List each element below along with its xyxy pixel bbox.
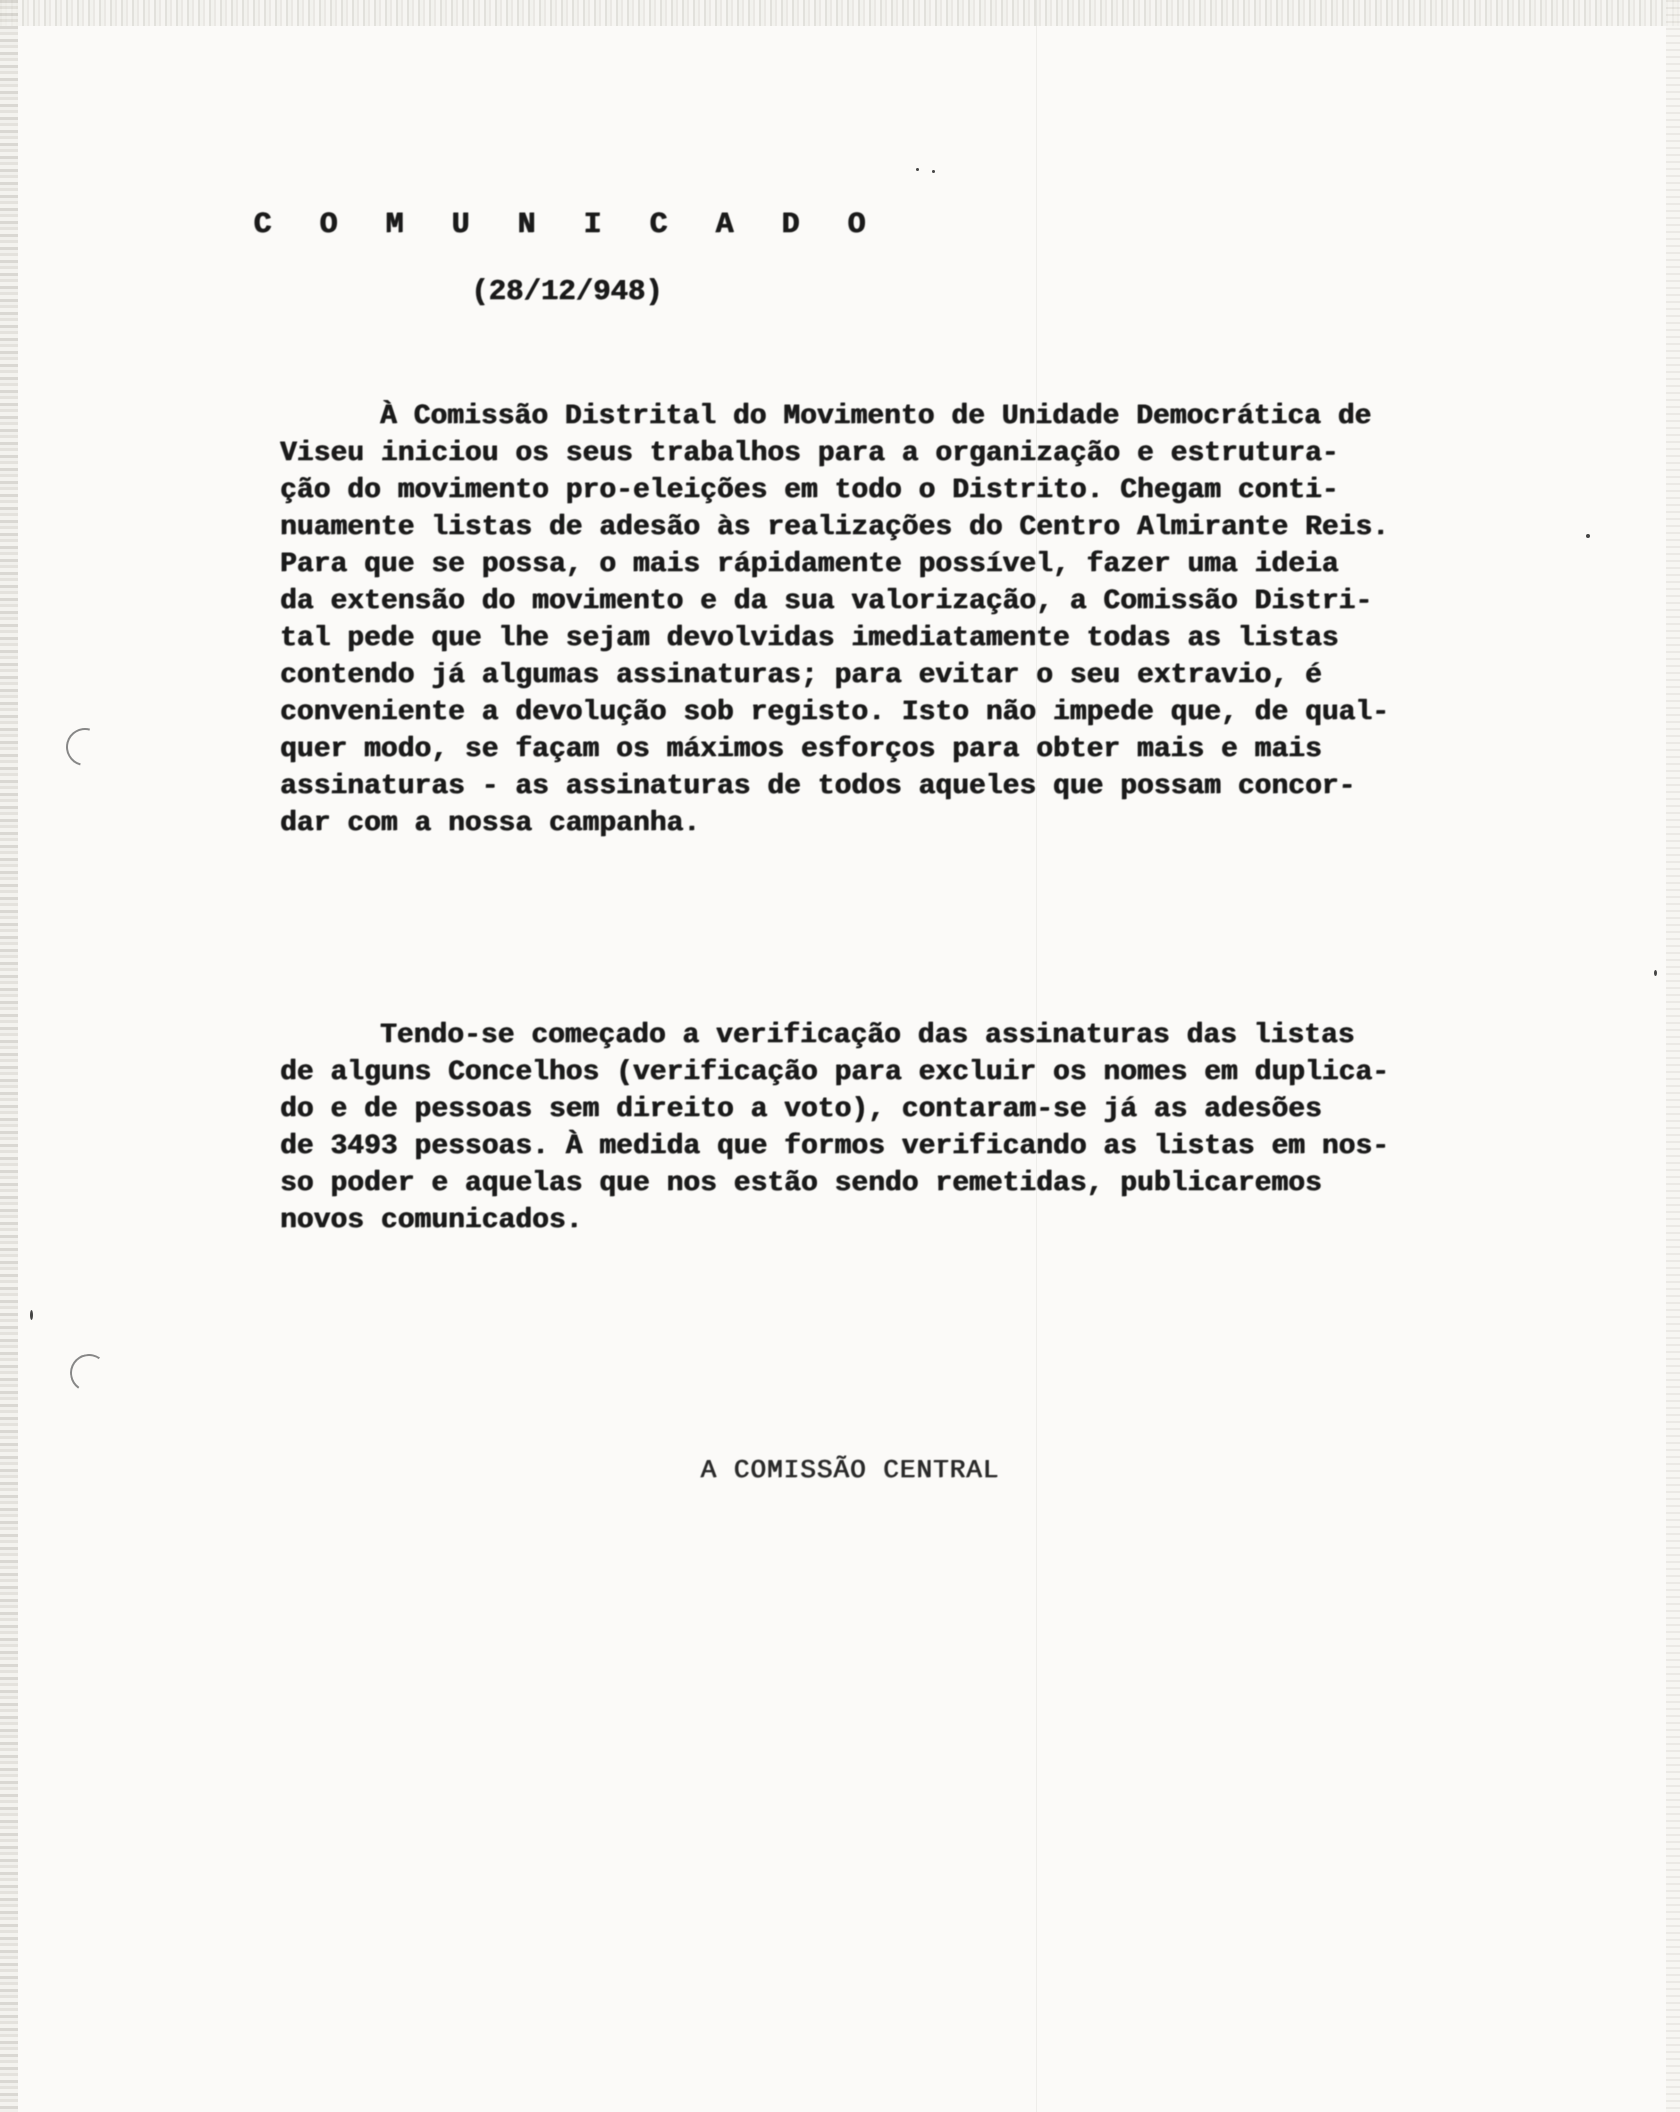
text-line: de alguns Concelhos (verificação para excluir os nomes em duplica- bbox=[280, 1057, 1389, 1088]
text-line: assinaturas - as assinaturas de todos aqueles que possam concor- bbox=[280, 771, 1356, 802]
punch-hole-mark bbox=[59, 721, 111, 773]
punch-hole-mark bbox=[67, 1351, 111, 1395]
document-title: C O M U N I C A D O bbox=[253, 208, 881, 242]
paragraph-2 bbox=[280, 1017, 1620, 1239]
text-line: Tendo-se começado a verificação das assinaturas das listas bbox=[380, 1020, 1355, 1051]
document-date: (28/12/948) bbox=[471, 275, 663, 308]
text-line: de 3493 pessoas. À medida que formos verificando as listas em nos- bbox=[280, 1131, 1389, 1162]
paragraph-1 bbox=[280, 398, 1620, 842]
text-line: do e de pessoas sem direito a voto), contaram-se já as adesões bbox=[280, 1094, 1322, 1125]
text-line: contendo já algumas assinaturas; para evitar o seu extravio, é bbox=[280, 660, 1322, 691]
text-line: ção do movimento pro-eleições em todo o Distrito. Chegam conti- bbox=[280, 475, 1339, 506]
text-line: tal pede que lhe sejam devolvidas imediatamente todas as listas bbox=[280, 623, 1339, 654]
scan-noise-right bbox=[1666, 0, 1680, 2112]
speck bbox=[1654, 970, 1657, 976]
text-line: Viseu iniciou os seus trabalhos para a organização e estrutura- bbox=[280, 438, 1339, 469]
text-line: À Comissão Distrital do Movimento de Unidade Democrática de bbox=[380, 401, 1372, 432]
text-line: Para que se possa, o mais rápidamente possível, fazer uma ideia bbox=[280, 549, 1339, 580]
text-line: quer modo, se façam os máximos esforços para obter mais e mais bbox=[280, 734, 1322, 765]
text-line: dar com a nossa campanha. bbox=[280, 808, 701, 839]
speck bbox=[30, 1310, 33, 1320]
signature: A COMISSÃO CENTRAL bbox=[700, 1455, 1000, 1485]
text-line: nuamente listas de adesão às realizações do Centro Almirante Reis. bbox=[280, 512, 1389, 543]
scan-noise-left bbox=[0, 0, 18, 2112]
speck bbox=[932, 170, 935, 173]
text-line: so poder e aquelas que nos estão sendo remetidas, publicaremos bbox=[280, 1168, 1322, 1199]
text-line: conveniente a devolução sob registo. Isto não impede que, de qual- bbox=[280, 697, 1389, 728]
text-line: novos comunicados. bbox=[280, 1205, 583, 1236]
text-line: da extensão do movimento e da sua valorização, a Comissão Distri- bbox=[280, 586, 1373, 617]
speck bbox=[916, 168, 919, 171]
scan-noise-top bbox=[0, 0, 1680, 26]
